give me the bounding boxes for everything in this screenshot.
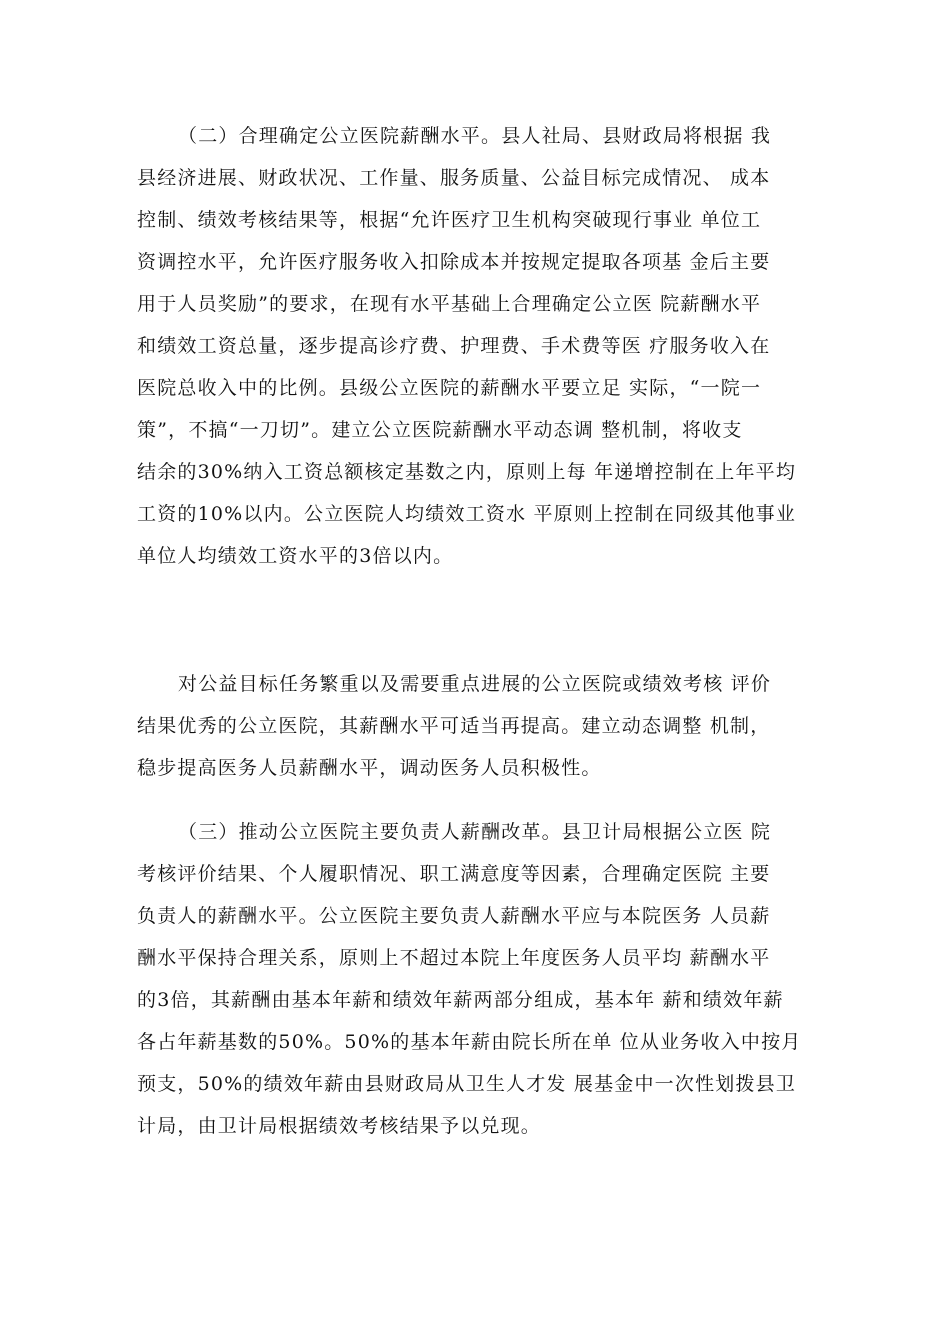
text-line: 酬水平保持合理关系，原则上不超过本院上年度医务人员平均 薪酬水平 xyxy=(137,947,771,969)
text-line: （二）合理确定公立医院薪酬水平。县人社局、县财政局将根据 我 xyxy=(178,125,772,147)
paragraph-salary-level xyxy=(137,115,837,577)
paragraph-director-salary-reform xyxy=(137,811,837,1147)
text-line: 控制、绩效考核结果等，根据“允许医疗卫生机构突破现行事业 单位工 xyxy=(137,209,762,231)
text-line: 的3倍，其薪酬由基本年薪和绩效年薪两部分组成，基本年 薪和绩效年薪 xyxy=(137,989,784,1011)
text-line: 结余的30%纳入工资总额核定基数之内，原则上每 年递增控制在上年平均 xyxy=(137,461,797,483)
text-line: 对公益目标任务繁重以及需要重点进展的公立医院或绩效考核 评价 xyxy=(178,673,772,695)
text-line: 稳步提高医务人员薪酬水平，调动医务人员积极性。 xyxy=(137,757,602,779)
paragraph-public-welfare xyxy=(137,663,837,789)
text-line: 县经济进展、财政状况、工作量、服务质量、公益目标完成情况、 成本 xyxy=(137,167,771,189)
text-line: 资调控水平，允许医疗服务收入扣除成本并按规定提取各项基 金后主要 xyxy=(137,251,771,273)
text-line: 医院总收入中的比例。县级公立医院的薪酬水平要立足 实际，“一院一 xyxy=(137,377,762,399)
text-line: 结果优秀的公立医院，其薪酬水平可适当再提高。建立动态调整 机制， xyxy=(137,715,771,737)
text-line: （三）推动公立医院主要负责人薪酬改革。县卫计局根据公立医 院 xyxy=(178,821,772,843)
text-line: 考核评价结果、个人履职情况、职工满意度等因素，合理确定医院 主要 xyxy=(137,863,771,885)
text-line: 工资的10%以内。公立医院人均绩效工资水 平原则上控制在同级其他事业 xyxy=(137,503,797,525)
text-line: 策”，不搞“一刀切”。建立公立医院薪酬水平动态调 整机制，将收支 xyxy=(137,419,743,441)
text-line: 和绩效工资总量，逐步提高诊疗费、护理费、手术费等医 疗服务收入在 xyxy=(137,335,771,357)
text-line: 各占年薪基数的50%。50%的基本年薪由院长所在单 位从业务收入中按月 xyxy=(137,1031,802,1053)
text-line: 负责人的薪酬水平。公立医院主要负责人薪酬水平应与本院医务 人员薪 xyxy=(137,905,771,927)
text-line: 预支，50%的绩效年薪由县财政局从卫生人才发 展基金中一次性划拨县卫 xyxy=(137,1073,797,1095)
text-line: 计局，由卫计局根据绩效考核结果予以兑现。 xyxy=(137,1115,542,1137)
text-line: 单位人均绩效工资水平的3倍以内。 xyxy=(137,545,454,567)
text-line: 用于人员奖励”的要求，在现有水平基础上合理确定公立医 院薪酬水平 xyxy=(137,293,762,315)
